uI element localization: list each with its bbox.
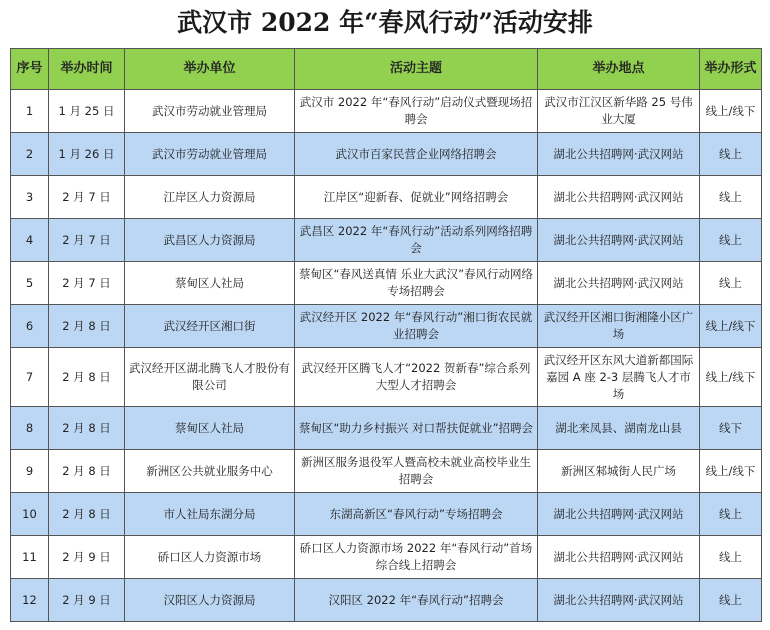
cell-format: 线上/线下: [700, 348, 762, 407]
cell-format: 线上/线下: [700, 450, 762, 493]
cell-time: 2 月 8 日: [49, 493, 125, 536]
cell-organizer: 武汉经开区湖北腾飞人才股份有限公司: [125, 348, 295, 407]
cell-organizer: 蔡甸区人社局: [125, 407, 295, 450]
cell-no: 5: [11, 262, 49, 305]
cell-theme: 汉阳区 2022 年“春风行动”招聘会: [295, 579, 538, 622]
cell-theme: 新洲区服务退役军人暨高校未就业高校毕业生招聘会: [295, 450, 538, 493]
cell-organizer: 蔡甸区人社局: [125, 262, 295, 305]
cell-time: 2 月 7 日: [49, 176, 125, 219]
cell-no: 12: [11, 579, 49, 622]
activity-schedule-table: [10, 48, 762, 622]
cell-theme: 武昌区 2022 年“春风行动”活动系列网络招聘会: [295, 219, 538, 262]
cell-theme: 武汉市百家民营企业网络招聘会: [295, 133, 538, 176]
cell-organizer: 武汉经开区湘口街: [125, 305, 295, 348]
cell-theme: 硚口区人力资源市场 2022 年“春风行动”首场综合线上招聘会: [295, 536, 538, 579]
cell-location: 武汉经开区湘口街湘隆小区广场: [538, 305, 700, 348]
cell-format: 线上: [700, 219, 762, 262]
cell-theme: 蔡甸区“春风送真情 乐业大武汉”春风行动网络专场招聘会: [295, 262, 538, 305]
cell-format: 线下: [700, 407, 762, 450]
cell-location: 湖北公共招聘网·武汉网站: [538, 133, 700, 176]
cell-format: 线上: [700, 176, 762, 219]
cell-no: 4: [11, 219, 49, 262]
cell-format: 线上/线下: [700, 305, 762, 348]
cell-no: 8: [11, 407, 49, 450]
cell-format: 线上: [700, 262, 762, 305]
cell-theme: 武汉经开区 2022 年“春风行动”湘口街农民就业招聘会: [295, 305, 538, 348]
cell-theme: 东湖高新区“春风行动”专场招聘会: [295, 493, 538, 536]
cell-no: 2: [11, 133, 49, 176]
cell-location: 湖北公共招聘网·武汉网站: [538, 536, 700, 579]
cell-time: 2 月 7 日: [49, 262, 125, 305]
header-no: 序号: [11, 49, 49, 90]
table-header-row: [11, 49, 762, 90]
cell-time: 1 月 26 日: [49, 133, 125, 176]
cell-format: 线上/线下: [700, 90, 762, 133]
cell-time: 2 月 8 日: [49, 407, 125, 450]
cell-format: 线上: [700, 133, 762, 176]
table-row: [11, 305, 762, 348]
table-row: [11, 348, 762, 407]
cell-organizer: 市人社局东湖分局: [125, 493, 295, 536]
cell-location: 湖北公共招聘网·武汉网站: [538, 219, 700, 262]
cell-location: 湖北公共招聘网·武汉网站: [538, 176, 700, 219]
cell-time: 2 月 9 日: [49, 536, 125, 579]
cell-theme: 武汉经开区腾飞人才“2022 贺新春”综合系列大型人才招聘会: [295, 348, 538, 407]
cell-time: 1 月 25 日: [49, 90, 125, 133]
table-row: [11, 90, 762, 133]
cell-time: 2 月 7 日: [49, 219, 125, 262]
cell-organizer: 汉阳区人力资源局: [125, 579, 295, 622]
table-row: [11, 219, 762, 262]
cell-format: 线上: [700, 536, 762, 579]
header-location: 举办地点: [538, 49, 700, 90]
cell-time: 2 月 8 日: [49, 348, 125, 407]
cell-location: 湖北公共招聘网·武汉网站: [538, 493, 700, 536]
table-row: [11, 579, 762, 622]
table-row: [11, 176, 762, 219]
cell-theme: 蔡甸区“助力乡村振兴 对口帮扶促就业”招聘会: [295, 407, 538, 450]
cell-location: 武汉市江汉区新华路 25 号伟业大厦: [538, 90, 700, 133]
cell-location: 湖北来凤县、湖南龙山县: [538, 407, 700, 450]
page-title: 武汉市 2022 年“春风行动”活动安排: [177, 8, 593, 37]
cell-format: 线上: [700, 493, 762, 536]
cell-no: 3: [11, 176, 49, 219]
cell-location: 新洲区邾城街人民广场: [538, 450, 700, 493]
cell-no: 6: [11, 305, 49, 348]
cell-theme: 武汉市 2022 年“春风行动”启动仪式暨现场招聘会: [295, 90, 538, 133]
cell-format: 线上: [700, 579, 762, 622]
table-row: [11, 407, 762, 450]
cell-location: 武汉经开区东风大道新都国际嘉园 A 座 2-3 层腾飞人才市场: [538, 348, 700, 407]
cell-no: 1: [11, 90, 49, 133]
cell-organizer: 江岸区人力资源局: [125, 176, 295, 219]
cell-no: 11: [11, 536, 49, 579]
cell-organizer: 武汉市劳动就业管理局: [125, 133, 295, 176]
cell-theme: 江岸区“迎新春、促就业”网络招聘会: [295, 176, 538, 219]
header-organizer: 举办单位: [125, 49, 295, 90]
header-format: 举办形式: [700, 49, 762, 90]
table-row: [11, 493, 762, 536]
table-row: [11, 133, 762, 176]
header-theme: 活动主题: [295, 49, 538, 90]
cell-organizer: 新洲区公共就业服务中心: [125, 450, 295, 493]
table-row: [11, 262, 762, 305]
cell-no: 9: [11, 450, 49, 493]
cell-no: 7: [11, 348, 49, 407]
cell-time: 2 月 8 日: [49, 450, 125, 493]
cell-time: 2 月 8 日: [49, 305, 125, 348]
table-row: [11, 450, 762, 493]
cell-organizer: 武汉市劳动就业管理局: [125, 90, 295, 133]
cell-organizer: 武昌区人力资源局: [125, 219, 295, 262]
cell-location: 湖北公共招聘网·武汉网站: [538, 262, 700, 305]
table-row: [11, 536, 762, 579]
cell-location: 湖北公共招聘网·武汉网站: [538, 579, 700, 622]
cell-time: 2 月 9 日: [49, 579, 125, 622]
cell-organizer: 硚口区人力资源市场: [125, 536, 295, 579]
cell-no: 10: [11, 493, 49, 536]
header-time: 举办时间: [49, 49, 125, 90]
